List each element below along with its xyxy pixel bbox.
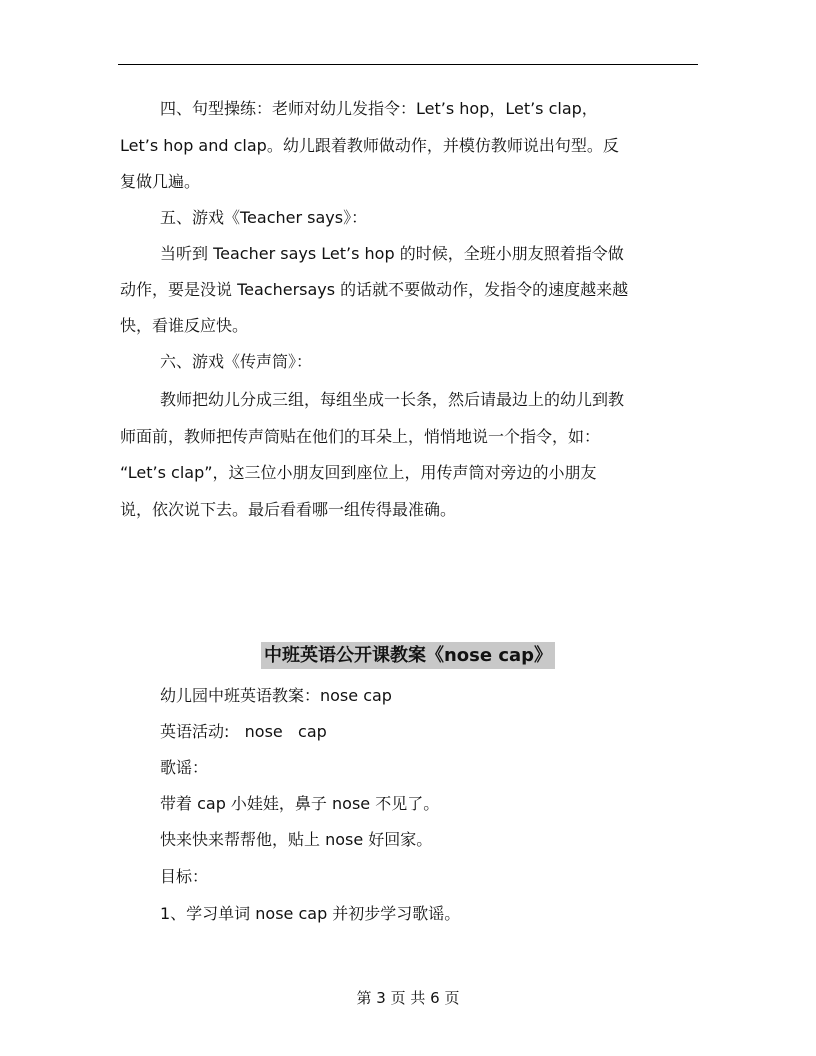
- section6-line2: 师面前，教师把传声筒贴在他们的耳朵上，悄悄地说一个指令，如：: [120, 427, 601, 446]
- page-footer: 第 3 页 共 6 页: [356, 989, 460, 1007]
- lesson-title: 中班英语公开课教案《nose cap》: [261, 642, 555, 669]
- section5-line1: 当听到 Teacher says Let’s hop 的时候，全班小朋友照着指令做: [160, 244, 624, 263]
- lesson-subtitle: 幼儿园中班英语教案：nose cap: [160, 686, 392, 705]
- song-line1: 带着 cap 小娃娃，鼻子 nose 不见了。: [160, 794, 440, 813]
- goal1: 1、学习单词 nose cap 并初步学习歌谣。: [160, 904, 461, 923]
- section6-heading: 六、游戏《传声筒》：: [160, 352, 313, 371]
- section6-line3: “Let’s clap”，这三位小朋友回到座位上，用传声筒对旁边的小朋友: [120, 463, 597, 482]
- section4-line2: Let’s hop and clap。幼儿跟着教师做动作，并模仿教师说出句型。反: [120, 136, 619, 155]
- song-label: 歌谣：: [160, 758, 209, 777]
- goals-label: 目标：: [160, 867, 209, 886]
- section5-line3: 快，看谁反应快。: [120, 316, 249, 335]
- section4-line1: 四、句型操练：老师对幼儿发指令：Let’s hop，Let’s clap，: [160, 99, 598, 118]
- lesson-title-wrap: [0, 642, 816, 669]
- section5-heading: 五、游戏《Teacher says》：: [160, 208, 368, 227]
- song-line2: 快来快来帮帮他，贴上 nose 好回家。: [160, 830, 433, 849]
- lesson-activity: 英语活动: nose cap: [160, 722, 327, 741]
- section4-line3: 复做几遍。: [120, 172, 201, 191]
- section6-line4: 说，依次说下去。最后看看哪一组传得最准确。: [120, 500, 457, 519]
- header-rule: [118, 64, 698, 65]
- section5-line2: 动作，要是没说 Teachersays 的话就不要做动作，发指令的速度越来越: [120, 280, 629, 299]
- section6-line1: 教师把幼儿分成三组，每组坐成一长条，然后请最边上的幼儿到教: [160, 390, 625, 409]
